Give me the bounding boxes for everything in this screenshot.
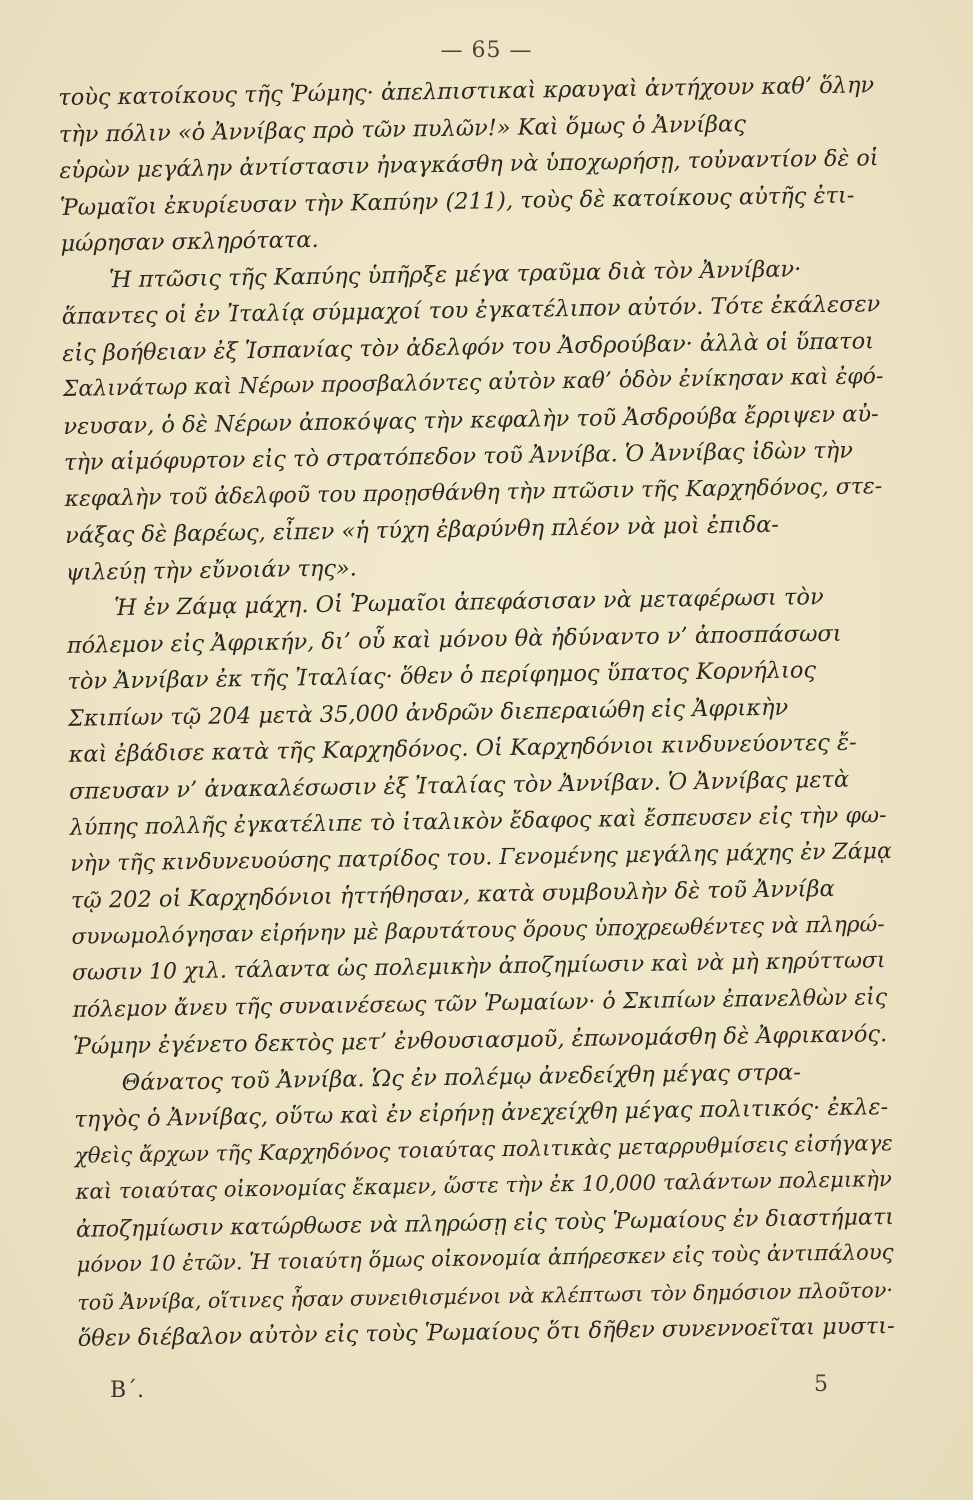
text-line: νευσαν, ὁ δὲ Νέρων ἀποκόψας τὴν κεφαλὴν τοῦ Ἀσδρούβα ἔρριψεν αὐ- xyxy=(63,400,879,440)
text-line: Ἡ πτῶσις τῆς Καπύης ὑπῆρξε μέγα τραῦμα διὰ τὸν Ἀννίβαν· xyxy=(108,255,802,293)
text-line: Ῥωμαῖοι ἐκυρίευσαν τὴν Καπύην (211), τοὺς δὲ κατοίκους αὐτῆς ἐτι- xyxy=(59,182,855,221)
text-line: λύπης πολλῆς ἐγκατέλιπε τὸ ἰταλικὸν ἔδαφος καὶ ἔσπευσεν εἰς τὴν φω- xyxy=(69,802,887,841)
text-line: μώρησαν σκληρότατα. xyxy=(60,226,319,257)
text-line: τὴν αἱμόφυρτον εἰς τὸ στρατόπεδον τοῦ Ἀννίβα. Ὁ Ἀννίβας ἰδὼν τὴν xyxy=(63,437,854,476)
text-line: Σκιπίων τῷ 204 μετὰ 35,000 ἀνδρῶν διεπεραιώθη εἰς Ἀφρικὴν xyxy=(67,694,789,732)
text-line: τὴν πόλιν «ὁ Ἀννίβας πρὸ τῶν πυλῶν!» Καὶ ὅμως ὁ Ἀννίβας xyxy=(58,110,747,148)
text-line: πόλεμον εἰς Ἀφρικήν, δι’ οὗ καὶ μόνου θὰ ἠδύναντο ν’ ἀποσπάσωσι xyxy=(66,620,842,659)
text-line: τηγὸς ὁ Ἀννίβας, οὕτω καὶ ἐν εἰρήνῃ ἀνεχείχθη μέγας πολιτικός· ἐκλε- xyxy=(74,1094,889,1133)
text-line: συνωμολόγησαν εἰρήνην μὲ βαρυτάτους ὅρους ὑποχρεωθέντες νὰ πληρώ- xyxy=(71,911,885,950)
body-text xyxy=(58,67,900,1357)
text-line: Ῥώμην ἐγένετο δεκτὸς μετ’ ἐνθουσιασμοῦ, ἐπωνομάσθη δὲ Ἀφρικανός. xyxy=(72,1021,888,1060)
text-line: τοῦ Ἀννίβα, οἵτινες ἦσαν συνειθισμένοι νὰ κλέπτωσι τὸν δημόσιον πλοῦτον· xyxy=(77,1277,894,1315)
text-line: τῷ 202 οἱ Καρχηδόνιοι ἡττήθησαν, κατὰ συμβουλὴν δὲ τοῦ Ἀννίβα xyxy=(70,875,835,914)
text-line: καὶ ἐβάδισε κατὰ τῆς Καρχηδόνος. Οἱ Καρχηδόνιοι κινδυνεύοντες ἔ- xyxy=(68,729,857,768)
text-line: Θάνατος τοῦ Ἀννίβα. Ὡς ἐν πολέμῳ ἀνεδείχθη μέγας στρα- xyxy=(121,1058,802,1096)
text-line: σωσιν 10 χιλ. τάλαντα ὡς πολεμικὴν ἀποζημίωσιν καὶ νὰ μὴ κηρύττωσι xyxy=(71,948,886,986)
text-line: κεφαλὴν τοῦ ἀδελφοῦ του προῃσθάνθη τὴν πτῶσιν τῆς Καρχηδόνος, στε- xyxy=(64,473,883,512)
text-line: χθεὶς ἄρχων τῆς Καρχηδόνος τοιαύτας πολιτικὰς μεταρρυθμίσεις εἰσήγαγε xyxy=(74,1130,893,1169)
text-line: ψιλεύῃ τὴν εὔνοιάν της». xyxy=(65,554,358,586)
signature-mark: B΄. xyxy=(110,1378,145,1403)
text-line: εὑρὼν μεγάλην ἀντίστασιν ἠναγκάσθη νὰ ὑποχωρήσῃ, τοὐναντίον δὲ οἱ xyxy=(59,145,879,184)
text-line: νάξας δὲ βαρέως, εἶπεν «ἡ τύχη ἐβαρύνθη πλέον νὰ μοὶ ἐπιδα- xyxy=(64,511,780,549)
text-line: ἅπαντες οἱ ἐν Ἰταλίᾳ σύμμαχοί του ἐγκατέλιπον αὐτόν. Τότε ἐκάλεσεν xyxy=(61,291,881,330)
text-line: πόλεμον ἄνευ τῆς συναινέσεως τῶν Ῥωμαίων· ὁ Σκιπίων ἐπανελθὼν εἰς xyxy=(72,984,888,1023)
text-line: καὶ τοιαύτας οἰκονομίας ἔκαμεν, ὥστε τὴν ἐκ 10,000 ταλάντων πολεμικὴν xyxy=(75,1167,892,1205)
page-number: — 65 — xyxy=(440,38,533,63)
text-line: τὸν Ἀννίβαν ἐκ τῆς Ἰταλίας· ὅθεν ὁ περίφημος ὕπατος Κορνήλιος xyxy=(67,657,817,695)
text-line: τοὺς κατοίκους τῆς Ῥώμης· ἀπελπιστικαὶ κραυγαὶ ἀντήχουν καθ’ ὅλην xyxy=(58,72,875,111)
text-line: Σαλινάτωρ καὶ Νέρων προσβαλόντες αὐτὸν καθ’ ὁδὸν ἐνίκησαν καὶ ἐφό- xyxy=(62,364,884,402)
text-line: σπευσαν ν’ ἀνακαλέσωσιν ἐξ Ἰταλίας τὸν Ἀννίβαν. Ὁ Ἀννίβας μετὰ xyxy=(68,766,850,805)
text-line: ἀποζημίωσιν κατώρθωσε νὰ πληρώσῃ εἰς τοὺς Ῥωμαίους ἐν διαστήματι xyxy=(75,1203,895,1243)
signature-number: 5 xyxy=(814,1372,828,1397)
text-line: εἰς βοήθειαν ἐξ Ἱσπανίας τὸν ἀδελφόν του Ἀσδρούβαν· ἀλλὰ οἱ ὕπατοι xyxy=(62,327,875,367)
text-line: νὴν τῆς κινδυνευούσης πατρίδος του. Γενομένης μεγάλης μάχης ἐν Ζάμᾳ xyxy=(70,838,893,877)
text-line: ὅθεν διέβαλον αὐτὸν εἰς τοὺς Ῥωμαίους ὅτι δῆθεν συνεννοεῖται μυστι- xyxy=(77,1313,895,1352)
text-line: Ἡ ἐν Ζάμᾳ μάχη. Οἱ Ῥωμαῖοι ἀπεφάσισαν νὰ μεταφέρωσι τὸν xyxy=(114,584,824,622)
text-line: μόνον 10 ἐτῶν. Ἡ τοιαύτη ὅμως οἰκονομία ἀπήρεσκεν εἰς τοὺς ἀντιπάλους xyxy=(76,1240,894,1278)
